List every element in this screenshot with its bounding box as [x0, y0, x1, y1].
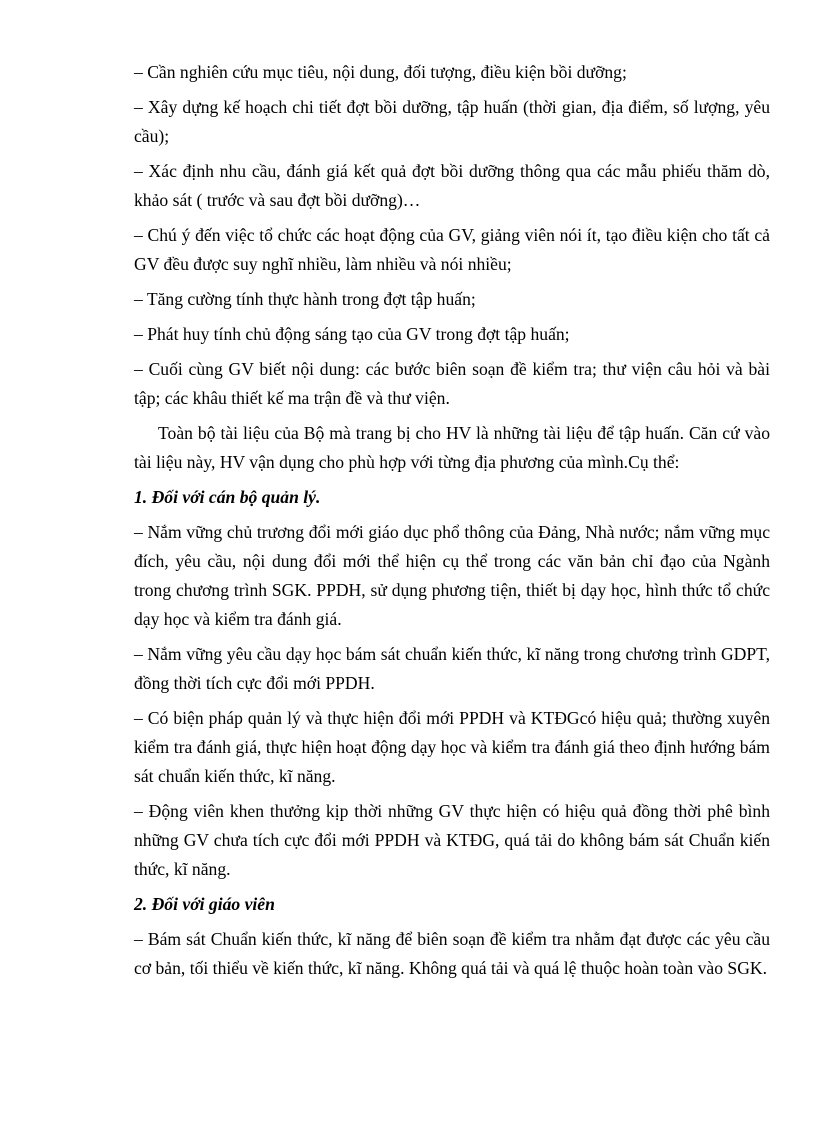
section1-item: – Nắm vững chủ trương đổi mới giáo dục phổ thông của Đảng, Nhà nước; nắm vững mục đích, yêu cầu, nội dung đổi mới thể hiện cụ thể trong các văn bản chỉ đạo của Ngành trong chương trình SGK. PPDH, sử dụng phương tiện, thiết bị dạy học, hình thức tổ chức dạy học và kiểm tra đánh giá.: [134, 522, 770, 629]
section1-heading: 1. Đối với cán bộ quản lý.: [134, 487, 321, 507]
bullet-research: – Cần nghiên cứu mục tiêu, nội dung, đối tượng, điều kiện bồi dưỡng;: [134, 62, 627, 82]
bullet-needs: – Xác định nhu cầu, đánh giá kết quả đợt bồi dưỡng thông qua các mẫu phiếu thăm dò, khảo sát ( trước và sau đợt bồi dưỡng)…: [134, 161, 770, 210]
section1-item: – Động viên khen thưởng kịp thời những GV thực hiện có hiệu quả đồng thời phê bình những GV chưa tích cực đổi mới PPDH và KTĐG, quá tải do không bám sát Chuẩn kiến thức, kĩ năng.: [134, 801, 770, 879]
section2-heading: 2. Đối với giáo viên: [134, 894, 275, 914]
section1-item: – Có biện pháp quản lý và thực hiện đổi mới PPDH và KTĐGcó hiệu quả; thường xuyên kiểm tra đánh giá, thực hiện hoạt động dạy học và kiểm tra đánh giá theo định hướng bám sát chuẩn kiến thức, kĩ năng.: [134, 708, 770, 786]
bullet-content: – Cuối cùng GV biết nội dung: các bước biên soạn đề kiểm tra; thư viện câu hỏi và bài tập; các khâu thiết kế ma trận đề và thư viện.: [134, 359, 770, 408]
section2-item: – Bám sát Chuẩn kiến thức, kĩ năng để biên soạn đề kiểm tra nhằm đạt được các yêu cầu cơ bản, tối thiểu về kiến thức, kĩ năng. Không quá tải và quá lệ thuộc hoàn toàn vào SGK.: [134, 929, 770, 978]
bullet-activities: – Chú ý đến việc tổ chức các hoạt động của GV, giảng viên nói ít, tạo điều kiện cho tất cả GV đều được suy nghĩ nhiều, làm nhiều và nói nhiều;: [134, 225, 770, 274]
bullet-plan: – Xây dựng kế hoạch chi tiết đợt bồi dưỡng, tập huấn (thời gian, địa điểm, số lượng, yêu cầu);: [134, 97, 770, 146]
section1-item: – Nắm vững yêu cầu dạy học bám sát chuẩn kiến thức, kĩ năng trong chương trình GDPT, đồng thời tích cực đổi mới PPDH.: [134, 644, 770, 693]
bullet-practice: – Tăng cường tính thực hành trong đợt tập huấn;: [134, 289, 476, 309]
bullet-initiative: – Phát huy tính chủ động sáng tạo của GV trong đợt tập huấn;: [134, 324, 570, 344]
summary-paragraph: Toàn bộ tài liệu của Bộ mà trang bị cho HV là những tài liệu để tập huấn. Căn cứ vào tài liệu này, HV vận dụng cho phù hợp với từng địa phương của mình.Cụ thể:: [134, 423, 770, 472]
document-page: [134, 58, 770, 989]
